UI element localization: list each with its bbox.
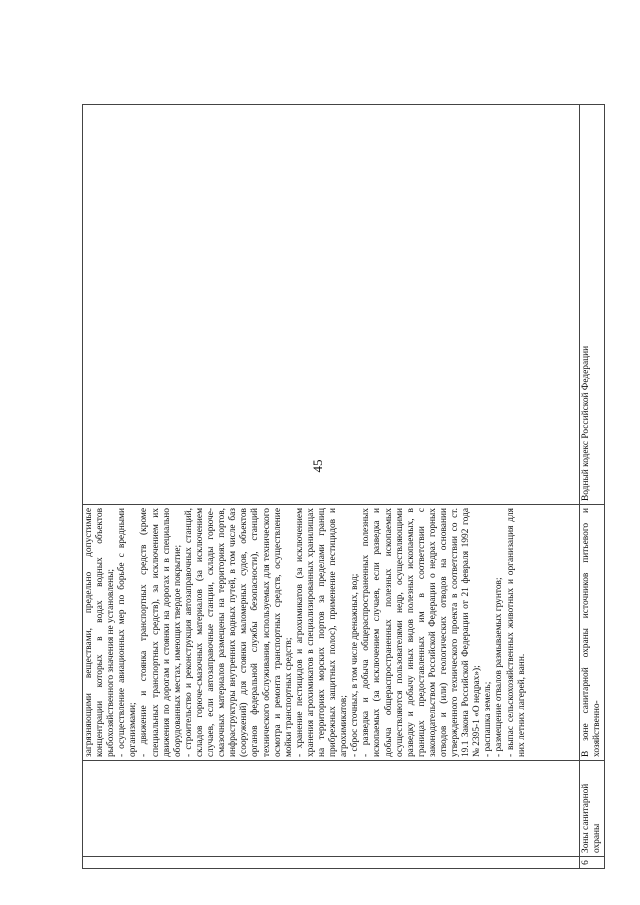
zone-name-cell — [83, 761, 580, 857]
table-row — [580, 105, 605, 869]
document-table-rotated — [82, 105, 603, 869]
restriction-line: - распашка земель; — [483, 681, 494, 757]
restriction-line: - размещение отвалов размываемых грунтов; — [494, 577, 505, 757]
zone-name-cell: Зоны санитарной охраны — [580, 761, 605, 857]
row-number-cell: 6 — [580, 857, 605, 869]
restriction-line: - разведка и добыча общераспространенных полезных ископаемых (за исключением случаев, если разведка и добыча общераспространенных полезных ископаемых осуществляются пользователями недр, осуществляющими разведку и добычу иных видов полезных ископаемых, в границах предоставленных им в соответствии с законодательством Российской Федерации о недрах горных отводов и (или) геологических отводов на основании утвержденного технического проекта в соответствии со ст. 19.1 Закона Российской Федерации от 21 февраля 1992 года № 2395-1 «О недрах»); — [361, 508, 483, 757]
restriction-line: - выпас сельскохозяйственных животных и организация для них летних лагерей, ванн. — [505, 508, 527, 757]
source-cell: Водный кодекс Российской Федерации — [580, 105, 605, 505]
restrictions-cell — [580, 505, 605, 761]
page-number: 45 — [310, 459, 325, 473]
restrictions-cell — [83, 505, 580, 761]
source-cell — [83, 105, 580, 505]
restriction-line: В зоне санитарной охраны источников питьевого и хозяйственно- — [581, 508, 603, 757]
restriction-line: - осуществление авиационных мер по борьбе с вредными организмами; — [117, 508, 139, 757]
restriction-line: - строительство и реконструкция автозаправочных станций, складов горюче-смазочных материалов (за исключением случаев, если автозаправочные станции, склады горюче-смазочных материалов размещены на территориях портов, инфраструктуры внутренних водных путей, в том числе баз (сооружений) для стоянки маломерных судов, объектов органов федеральной службы безопасности), станций технического обслуживания, используемых для технического осмотра и ремонта транспортных средств, осуществление мойки транспортных средств; — [183, 508, 294, 757]
restriction-line: загрязняющими веществами, предельно допустимые концентрации которых в водах водных объектов рыбохозяйственного значения не установлены; — [84, 508, 117, 757]
restriction-line: - движение и стоянка транспортных средств (кроме специальных транспортных средств), за исключением их движения по дорогам и стоянки на дорогах и в специально оборудованных местах, имеющих твердое покрытие; — [139, 508, 183, 757]
row-number-cell — [83, 857, 580, 869]
restriction-line: - сброс сточных, в том числе дренажных, вод; — [350, 573, 361, 757]
table-row — [83, 105, 580, 869]
regulations-table — [82, 104, 605, 869]
restriction-line: - хранение пестицидов и агрохимикатов (за исключением хранения агрохимикатов в специализированных хранилищах на территориях морских портов за пределами границ прибрежных защитных полос), применение пестицидов и агрохимикатов; — [294, 508, 350, 757]
